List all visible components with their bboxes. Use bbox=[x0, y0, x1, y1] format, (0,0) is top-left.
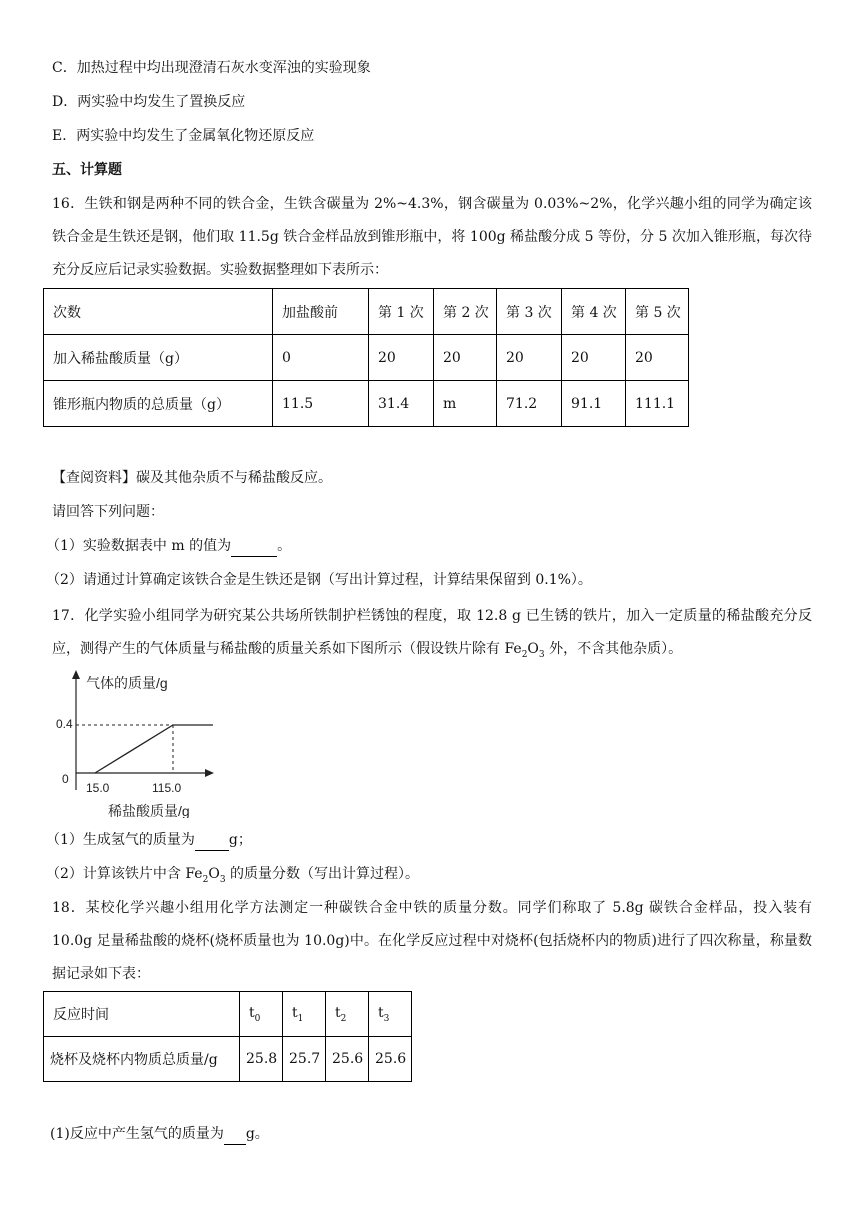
q18-cell: 25.6 bbox=[326, 1037, 369, 1082]
q17-intro-text: O bbox=[527, 641, 539, 657]
q17-chart bbox=[56, 668, 226, 818]
q17-sub1 bbox=[46, 830, 252, 851]
q18-sub1-text: (1)反应中产生氢气的质量为 bbox=[50, 1126, 224, 1142]
y-axis-label: 气体的质量/g bbox=[86, 675, 168, 691]
q17-sub2-text: O bbox=[208, 866, 220, 882]
q16-header-cell: 第 1 次 bbox=[369, 289, 434, 335]
q16-header-row bbox=[44, 289, 689, 335]
time-symbol: t bbox=[335, 1004, 341, 1021]
origin-label: 0 bbox=[62, 772, 69, 786]
q18-time-cell bbox=[326, 992, 369, 1037]
time-subscript: 3 bbox=[383, 1013, 390, 1024]
q16-cell: 11.5 bbox=[273, 381, 369, 427]
x-axis-arrow-icon bbox=[205, 769, 214, 777]
q17-sub2-subscript: 3 bbox=[219, 874, 226, 885]
time-subscript: 2 bbox=[340, 1013, 347, 1024]
q18-header-cell: 反应时间 bbox=[44, 992, 240, 1037]
q17-sub1-text: （1）生成氢气的质量为 bbox=[46, 832, 195, 848]
x-tick-label: 15.0 bbox=[86, 781, 110, 795]
option-e: E．两实验中均发生了金属氧化物还原反应 bbox=[52, 128, 315, 144]
q18-cell: 25.8 bbox=[240, 1037, 283, 1082]
q16-sub2: （2）请通过计算确定该铁合金是生铁还是钢（写出计算过程，计算结果保留到 0.1%）。 bbox=[46, 572, 592, 588]
q18-sub1-end: g。 bbox=[245, 1126, 269, 1142]
q16-sub1 bbox=[46, 536, 291, 557]
q16-intro: 16．生铁和钢是两种不同的铁合金，生铁含碳量为 2%~4.3%，钢含碳量为 0.03%~2%，化学兴趣小组的同学为确定该铁合金是生铁还是钢，他们取 11.5g 铁合金样品放到锥形瓶中，将 100g 稀盐酸分成 5 等份，分 5 次加入锥形瓶，每次待充分反应后记录实验数据。实验数据整理如下表所示： bbox=[52, 196, 812, 278]
q18-time-cell bbox=[240, 992, 283, 1037]
q16-prompt: 请回答下列问题： bbox=[52, 504, 164, 520]
section-title: 五、计算题 bbox=[52, 162, 122, 178]
q16-cell: 91.1 bbox=[562, 381, 626, 427]
q16-sub1-end: 。 bbox=[277, 538, 292, 554]
x-tick-label: 115.0 bbox=[152, 781, 182, 795]
q16-cell: 20 bbox=[626, 335, 689, 381]
table-row bbox=[44, 1037, 412, 1082]
q17-intro-text: 外，不含其他杂质）。 bbox=[544, 641, 683, 657]
x-axis-label: 稀盐酸质量/g bbox=[108, 803, 190, 818]
q16-cell: 20 bbox=[369, 335, 434, 381]
q16-cell: 加入稀盐酸质量（g） bbox=[44, 335, 273, 381]
series-line bbox=[95, 725, 213, 773]
q18-cell: 烧杯及烧杯内物质总质量/g bbox=[44, 1037, 240, 1082]
q18-sub1 bbox=[50, 1124, 269, 1145]
answer-blank[interactable] bbox=[224, 1124, 246, 1145]
q17-sub2-subscript: 2 bbox=[202, 874, 209, 885]
option-d: D．两实验中均发生了置换反应 bbox=[52, 94, 246, 110]
q16-cell: 20 bbox=[562, 335, 626, 381]
q17-sub1-end: g； bbox=[228, 832, 252, 848]
q18-cell: 25.7 bbox=[283, 1037, 326, 1082]
time-symbol: t bbox=[249, 1004, 255, 1021]
q17-intro-subscript: 2 bbox=[521, 649, 528, 660]
q16-cell: 71.2 bbox=[497, 381, 562, 427]
y-tick-label: 0.4 bbox=[56, 717, 73, 731]
q18-table bbox=[43, 991, 412, 1082]
time-symbol: t bbox=[378, 1004, 384, 1021]
q18-cell: 25.6 bbox=[369, 1037, 412, 1082]
y-axis-arrow-icon bbox=[72, 670, 80, 679]
q16-header-cell: 第 2 次 bbox=[434, 289, 497, 335]
q16-cell: 锥形瓶内物质的总质量（g） bbox=[44, 381, 273, 427]
q16-table bbox=[43, 288, 689, 427]
answer-blank[interactable] bbox=[195, 830, 229, 851]
q16-cell: 20 bbox=[497, 335, 562, 381]
q18-time-cell bbox=[369, 992, 412, 1037]
option-c: C．加热过程中均出现澄清石灰水变浑浊的实验现象 bbox=[52, 60, 371, 76]
q16-note: 【查阅资料】碳及其他杂质不与稀盐酸反应。 bbox=[52, 470, 332, 486]
q17-intro-text: 17．化学实验小组同学为研究某公共场所铁制护栏锈蚀的程度，取 12.8 g 已生锈的铁片，加入一定质量的稀盐酸充分反应，测得产生的气体质量与稀盐酸的质量关系如下图所示（假设铁片除有 Fe bbox=[52, 608, 812, 657]
table-row bbox=[44, 335, 689, 381]
q16-header-cell: 第 3 次 bbox=[497, 289, 562, 335]
answer-blank[interactable] bbox=[231, 536, 277, 557]
q17-intro bbox=[52, 600, 812, 672]
time-subscript: 1 bbox=[297, 1013, 304, 1024]
time-subscript: 0 bbox=[254, 1013, 261, 1024]
q17-sub2-text: 的质量分数（写出计算过程）。 bbox=[225, 866, 419, 882]
q16-header-cell: 次数 bbox=[44, 289, 273, 335]
q16-header-cell: 第 5 次 bbox=[626, 289, 689, 335]
q16-cell: m bbox=[434, 381, 497, 427]
q16-cell: 111.1 bbox=[626, 381, 689, 427]
q18-header-row bbox=[44, 992, 412, 1037]
q18-intro: 18．某校化学兴趣小组用化学方法测定一种碳铁合金中铁的质量分数。同学们称取了 5.8g 碳铁合金样品，投入装有 10.0g 足量稀盐酸的烧杯(烧杯质量也为 10.0g)中。在化学反应过程中对烧杯(包括烧杯内的物质)进行了四次称量，称量数据记录如下表： bbox=[52, 900, 812, 982]
q16-header-cell: 第 4 次 bbox=[562, 289, 626, 335]
q16-cell: 20 bbox=[434, 335, 497, 381]
q17-intro-subscript: 3 bbox=[538, 649, 545, 660]
q16-cell: 0 bbox=[273, 335, 369, 381]
q18-time-cell bbox=[283, 992, 326, 1037]
q17-sub2-text: （2）计算该铁片中含 Fe bbox=[46, 866, 203, 882]
q16-header-cell: 加盐酸前 bbox=[273, 289, 369, 335]
q16-sub1-text: （1）实验数据表中 m 的值为 bbox=[46, 538, 232, 554]
time-symbol: t bbox=[292, 1004, 298, 1021]
q17-sub2 bbox=[46, 864, 419, 890]
table-row bbox=[44, 381, 689, 427]
q16-cell: 31.4 bbox=[369, 381, 434, 427]
